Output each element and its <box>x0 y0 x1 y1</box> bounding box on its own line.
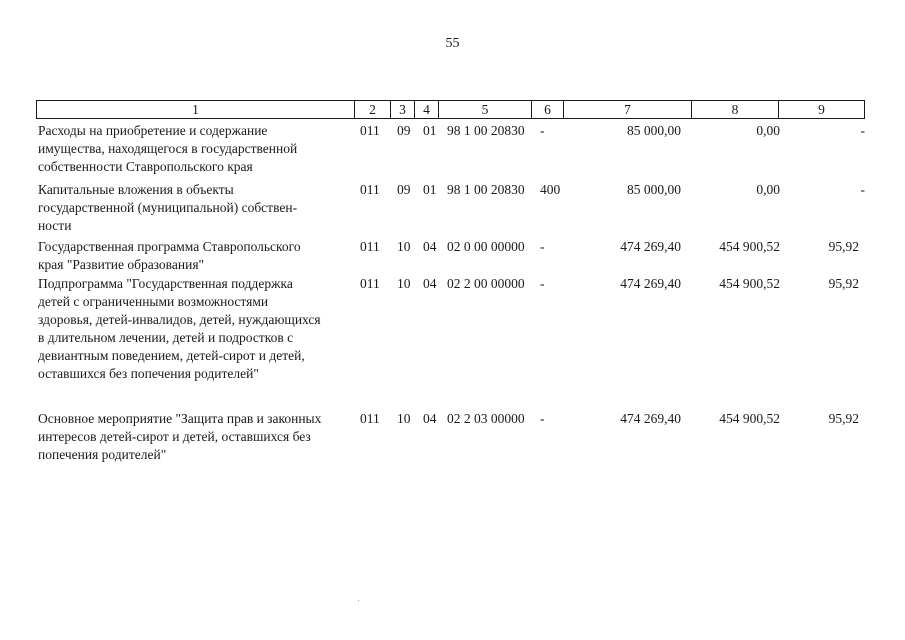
planned-amount: 474 269,40 <box>620 239 681 254</box>
execution-percent: - <box>860 123 865 138</box>
executed-amount: 0,00 <box>756 182 780 197</box>
subsection-code: 01 <box>423 123 437 138</box>
header-col-2: 2 <box>355 101 391 119</box>
header-col-7: 7 <box>564 101 692 119</box>
ministry-code: 011 <box>360 123 380 138</box>
expense-type-code: 400 <box>540 182 561 197</box>
subsection-code: 04 <box>423 276 437 291</box>
section-code: 10 <box>397 276 411 291</box>
execution-percent: 95,92 <box>828 239 859 254</box>
header-col-1: 1 <box>37 101 355 119</box>
ministry-code: 011 <box>360 182 380 197</box>
executed-amount: 454 900,52 <box>719 239 780 254</box>
header-col-5: 5 <box>439 101 532 119</box>
header-col-9: 9 <box>779 101 865 119</box>
section-code: 09 <box>397 182 411 197</box>
executed-amount: 454 900,52 <box>719 276 780 291</box>
target-article-code: 02 2 00 00000 <box>447 276 525 291</box>
subsection-code: 04 <box>423 239 437 254</box>
section-code: 09 <box>397 123 411 138</box>
expense-type-code: - <box>540 276 545 291</box>
header-col-4: 4 <box>415 101 439 119</box>
ministry-code: 011 <box>360 276 380 291</box>
target-article-code: 02 2 03 00000 <box>447 411 525 426</box>
header-col-3: 3 <box>391 101 415 119</box>
expense-name: Расходы на приобретение и содержание имущества, находящегося в государственной собственности Ставропольского края <box>38 123 298 174</box>
planned-amount: 85 000,00 <box>627 182 681 197</box>
expense-name: Подпрограмма "Государственная поддержка детей с ограниченными возможностями здоровья, детей-инвалидов, детей, нуждающихся в длительном лечении, детей и подростков с девиантным поведением, детей-сирот и детей, оставшихся без попечения родителей" <box>38 276 321 381</box>
subsection-code: 04 <box>423 411 437 426</box>
target-article-code: 02 0 00 00000 <box>447 239 525 254</box>
scan-speck <box>358 600 359 601</box>
ministry-code: 011 <box>360 239 380 254</box>
expense-type-code: - <box>540 239 545 254</box>
execution-percent: 95,92 <box>828 276 859 291</box>
page-number: 55 <box>445 36 460 51</box>
target-article-code: 98 1 00 20830 <box>447 123 525 138</box>
expense-name: Основное мероприятие "Защита прав и законных интересов детей-сирот и детей, оставшихся без попечения родителей" <box>38 411 322 462</box>
target-article-code: 98 1 00 20830 <box>447 182 525 197</box>
section-code: 10 <box>397 411 411 426</box>
header-col-8: 8 <box>692 101 779 119</box>
execution-percent: - <box>860 182 865 197</box>
header-col-6: 6 <box>532 101 564 119</box>
planned-amount: 474 269,40 <box>620 411 681 426</box>
expense-type-code: - <box>540 123 545 138</box>
column-number-header <box>36 100 865 119</box>
expense-name: Капитальные вложения в объекты государственной (муниципальной) собствен- ности <box>38 182 298 233</box>
subsection-code: 01 <box>423 182 437 197</box>
ministry-code: 011 <box>360 411 380 426</box>
execution-percent: 95,92 <box>828 411 859 426</box>
section-code: 10 <box>397 239 411 254</box>
planned-amount: 474 269,40 <box>620 276 681 291</box>
planned-amount: 85 000,00 <box>627 123 681 138</box>
expense-type-code: - <box>540 411 545 426</box>
executed-amount: 0,00 <box>756 123 780 138</box>
executed-amount: 454 900,52 <box>719 411 780 426</box>
expense-name: Государственная программа Ставропольского края "Развитие образования" <box>38 239 301 272</box>
